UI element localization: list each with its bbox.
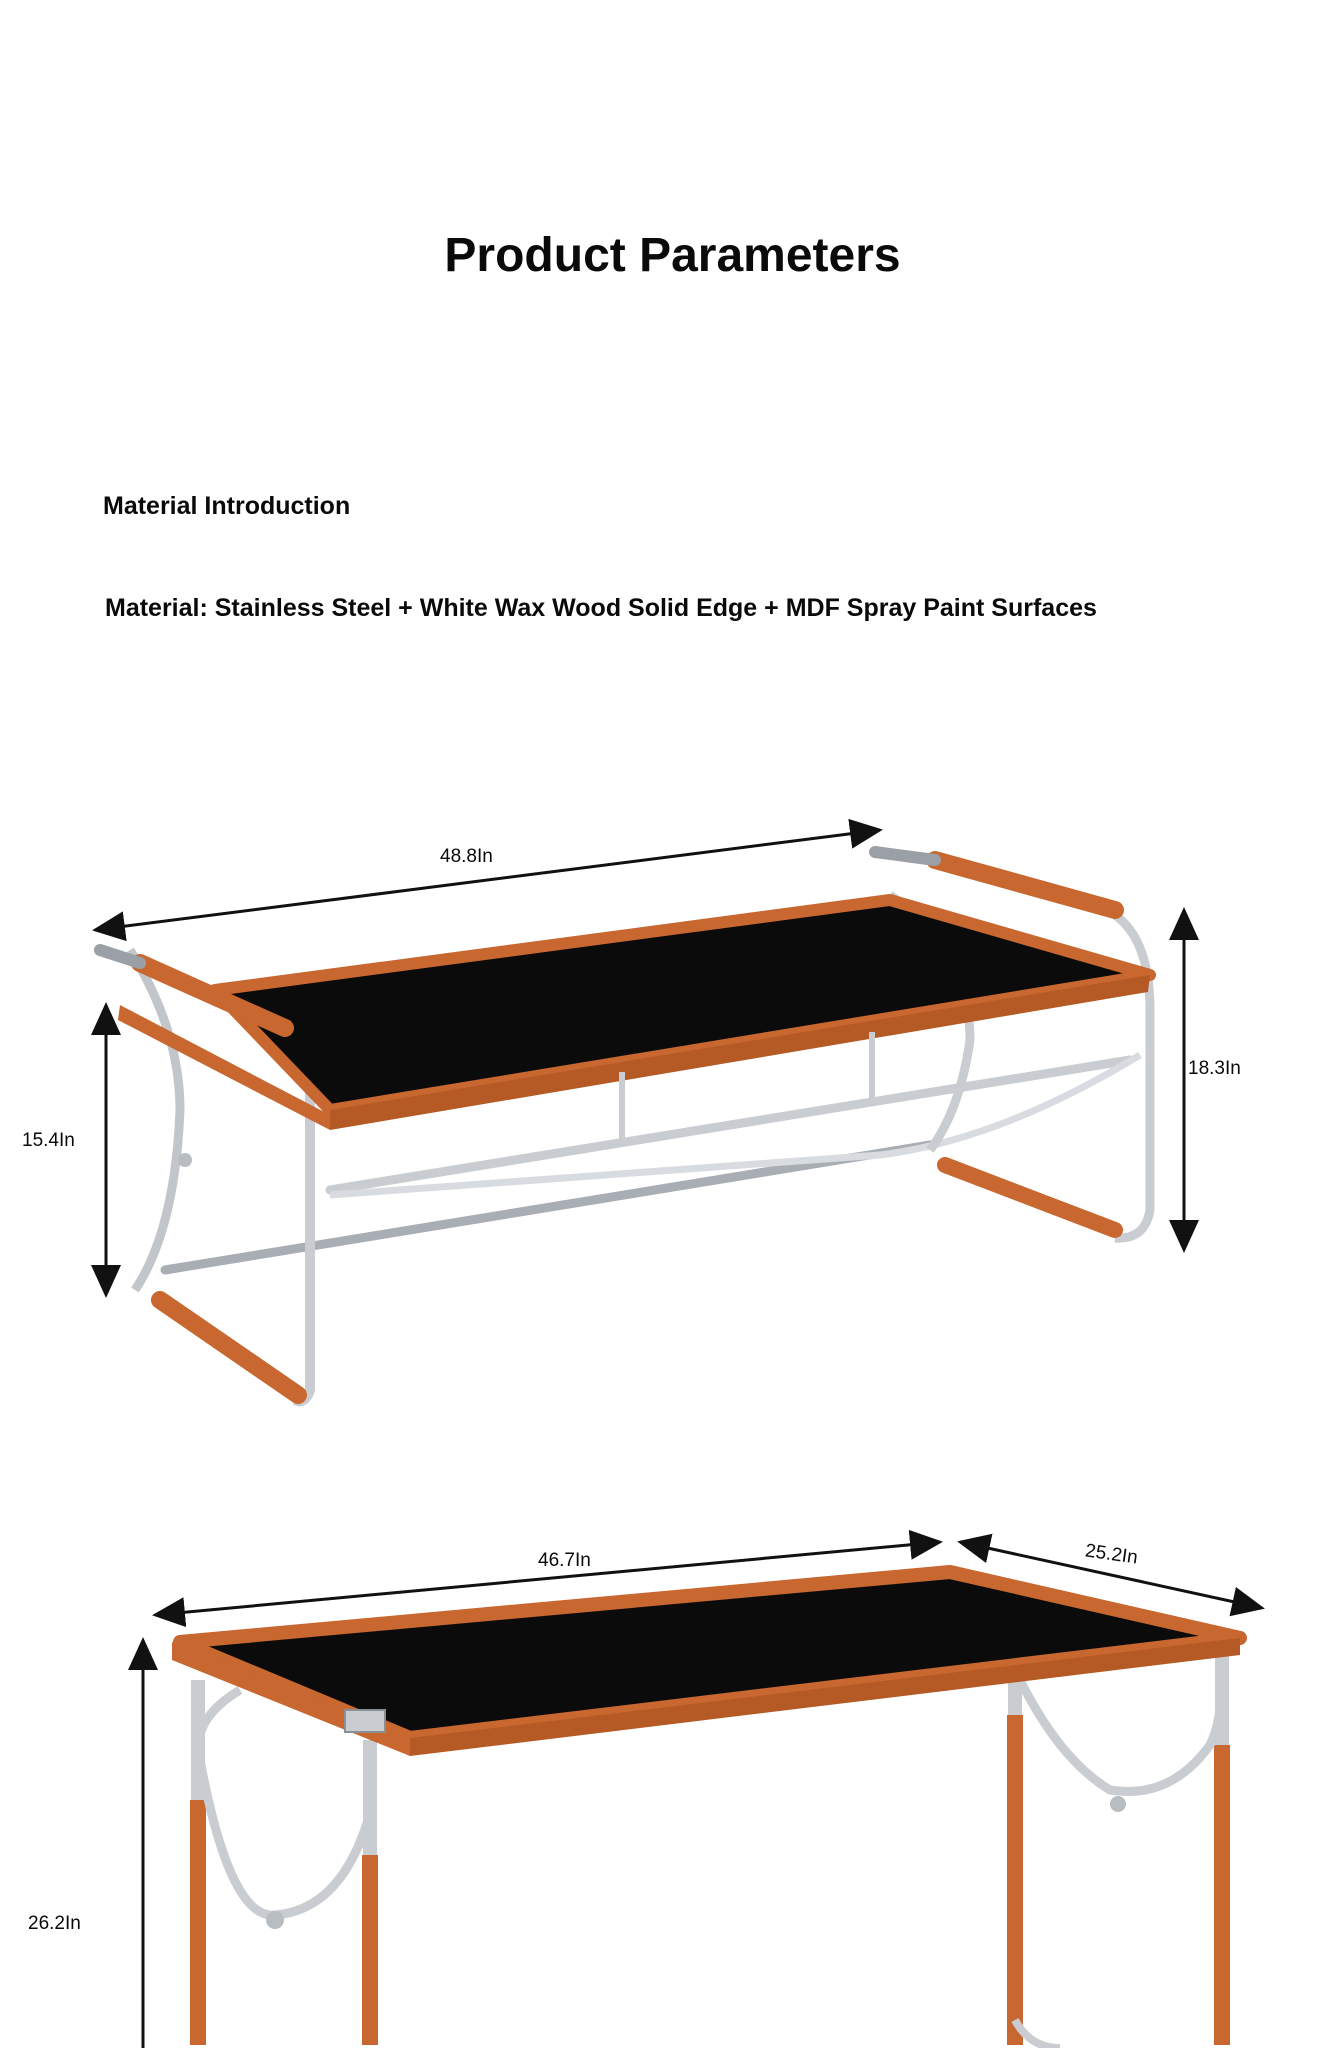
page-title: Product Parameters <box>444 229 901 282</box>
coffee-table-figure <box>0 810 1322 1420</box>
desk-illustration <box>0 1520 1322 2048</box>
desk-height-label: 26.2In <box>28 1913 81 1934</box>
desk-width-label: 25.2In <box>1083 1540 1140 1569</box>
desk-figure <box>0 1520 1322 2048</box>
desk-length-label: 46.7In <box>538 1550 591 1571</box>
coffee-table-back-height-label: 18.3In <box>1188 1058 1241 1079</box>
coffee-table-illustration <box>0 810 1322 1420</box>
coffee-table-length-label: 48.8In <box>440 846 493 867</box>
material-description: Material: Stainless Steel + White Wax Wood Solid Edge + MDF Spray Paint Surfaces <box>105 594 1097 622</box>
section-heading-material-introduction: Material Introduction <box>103 492 351 520</box>
coffee-table-front-height-label: 15.4In <box>22 1130 75 1151</box>
